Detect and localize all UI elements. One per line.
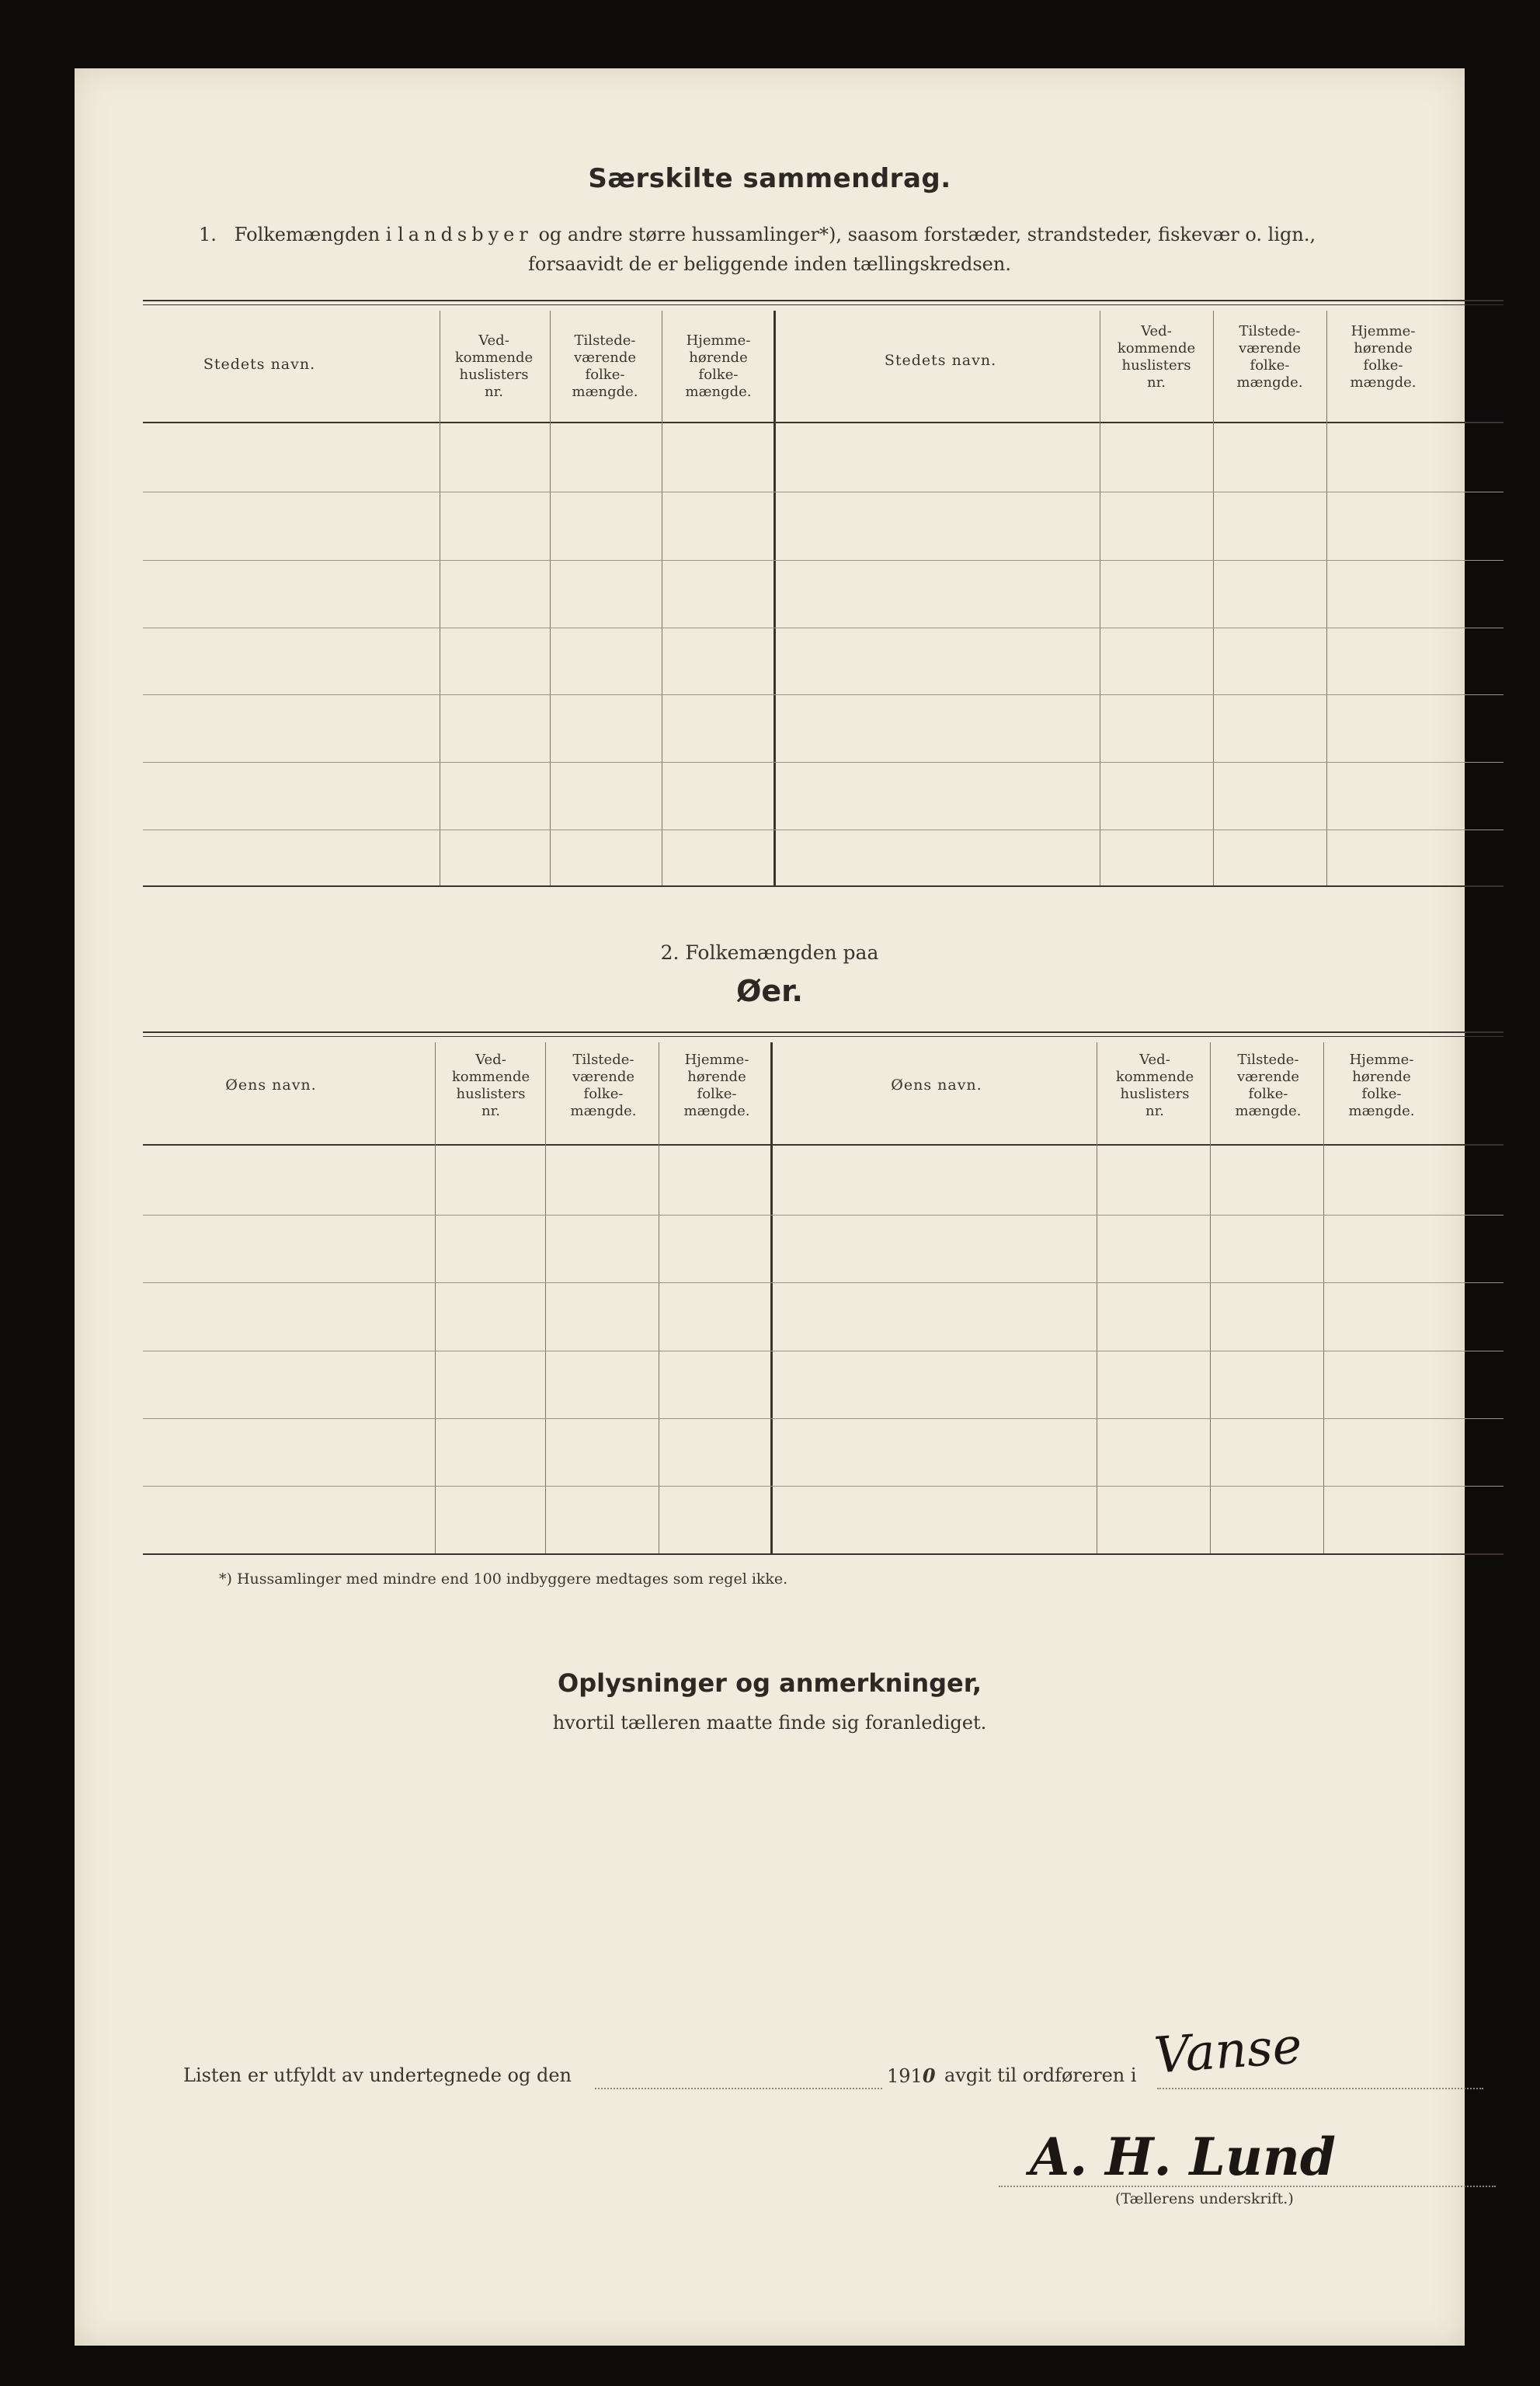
place-handwritten: Vanse — [1152, 2017, 1304, 2085]
section1-number: 1. — [199, 224, 217, 245]
table2-vline — [1210, 1042, 1211, 1553]
table2-col-name-left: Øens navn. — [225, 1076, 317, 1094]
section1-intro-a: Folkemængden i — [234, 224, 392, 245]
section1-intro-line2: forsaavidt de er beliggende inden tællingskredsen. — [528, 253, 1011, 275]
table1-col-resident-left: Hjemme- hørende folke- mængde. — [685, 332, 752, 400]
table2-row-line — [143, 1418, 1503, 1419]
table1-col-name-right: Stedets navn. — [884, 352, 997, 369]
page-title: Særskilte sammendrag. — [588, 163, 951, 194]
table2-center-divider — [770, 1042, 773, 1553]
table1-vline — [1213, 311, 1214, 885]
section2-heading: 2. Folkemængden paa — [660, 941, 879, 964]
signature-caption: (Tællerens underskrift.) — [1115, 2190, 1294, 2207]
remarks-title: Oplysninger og anmerkninger, — [558, 1668, 982, 1698]
table1-top-rule-thin — [143, 304, 1503, 305]
table1-row-line — [143, 560, 1503, 561]
signature-text-a: Listen er utfyldt av undertegnede og den — [183, 2064, 572, 2086]
table1-row-line — [143, 762, 1503, 763]
table1-vline — [550, 311, 551, 885]
table2-col-name-right: Øens navn. — [891, 1076, 982, 1094]
table1-row-line — [143, 694, 1503, 695]
table2-row-line — [143, 1282, 1503, 1283]
section2-subheading: Øer. — [736, 974, 803, 1008]
place-fill-line — [1157, 2088, 1483, 2089]
table2-header-rule — [143, 1144, 1503, 1146]
section1-intro-spaced: landsbyer — [398, 224, 533, 245]
table2-col-present-right: Tilstede- værende folke- mængde. — [1235, 1052, 1302, 1119]
table1-bottom-rule — [143, 885, 1503, 887]
table2-col-nr-right: Ved- kommende huslisters nr. — [1115, 1052, 1194, 1119]
table2-top-rule-thin — [143, 1036, 1503, 1037]
section1-intro-b: og andre større hussamlinger*), saasom forstæder, strandsteder, fiskevær o. lign., — [538, 224, 1316, 245]
table1-col-nr-right: Ved- kommende huslisters nr. — [1117, 323, 1196, 391]
signature-year — [887, 2064, 936, 2087]
table2-row-line — [143, 1486, 1503, 1487]
year-prefix: 191 — [887, 2065, 923, 2087]
table2-vline — [435, 1042, 436, 1553]
table2-col-nr-left: Ved- kommende huslisters nr. — [451, 1052, 530, 1119]
section1-intro — [199, 224, 1316, 245]
table2-vline — [1323, 1042, 1324, 1553]
table1-col-present-right: Tilstede- værende folke- mængde. — [1236, 323, 1303, 391]
table1-center-divider — [773, 311, 776, 885]
signature-text-b: avgit til ordføreren i — [944, 2064, 1137, 2086]
date-fill-line — [595, 2088, 882, 2089]
table2-row-line — [143, 1215, 1503, 1216]
footnote: *) Hussamlinger med mindre end 100 indbyggere medtages som regel ikke. — [219, 1570, 788, 1588]
table2-col-resident-right: Hjemme- hørende folke- mængde. — [1348, 1052, 1415, 1119]
year-digit: 0 — [922, 2064, 936, 2087]
table2-vline — [545, 1042, 546, 1553]
table2-col-resident-left: Hjemme- hørende folke- mængde. — [683, 1052, 750, 1119]
table2-bottom-rule — [143, 1553, 1503, 1555]
remarks-subtitle: hvortil tælleren maatte finde sig foranlediget. — [552, 1712, 987, 1734]
table1-vline — [1326, 311, 1327, 885]
table1-col-resident-right: Hjemme- hørende folke- mængde. — [1350, 323, 1417, 391]
table1-header-rule — [143, 422, 1503, 423]
counter-signature: A. H. Lund — [1030, 2127, 1337, 2187]
table1-col-name-left: Stedets navn. — [203, 356, 316, 373]
table1-col-nr-left: Ved- kommende huslisters nr. — [454, 332, 534, 400]
table2-col-present-left: Tilstede- værende folke- mængde. — [570, 1052, 637, 1119]
document-page — [75, 68, 1465, 2346]
table1-top-rule — [143, 300, 1503, 301]
table2-top-rule — [143, 1031, 1503, 1033]
table1-col-present-left: Tilstede- værende folke- mængde. — [572, 332, 638, 400]
